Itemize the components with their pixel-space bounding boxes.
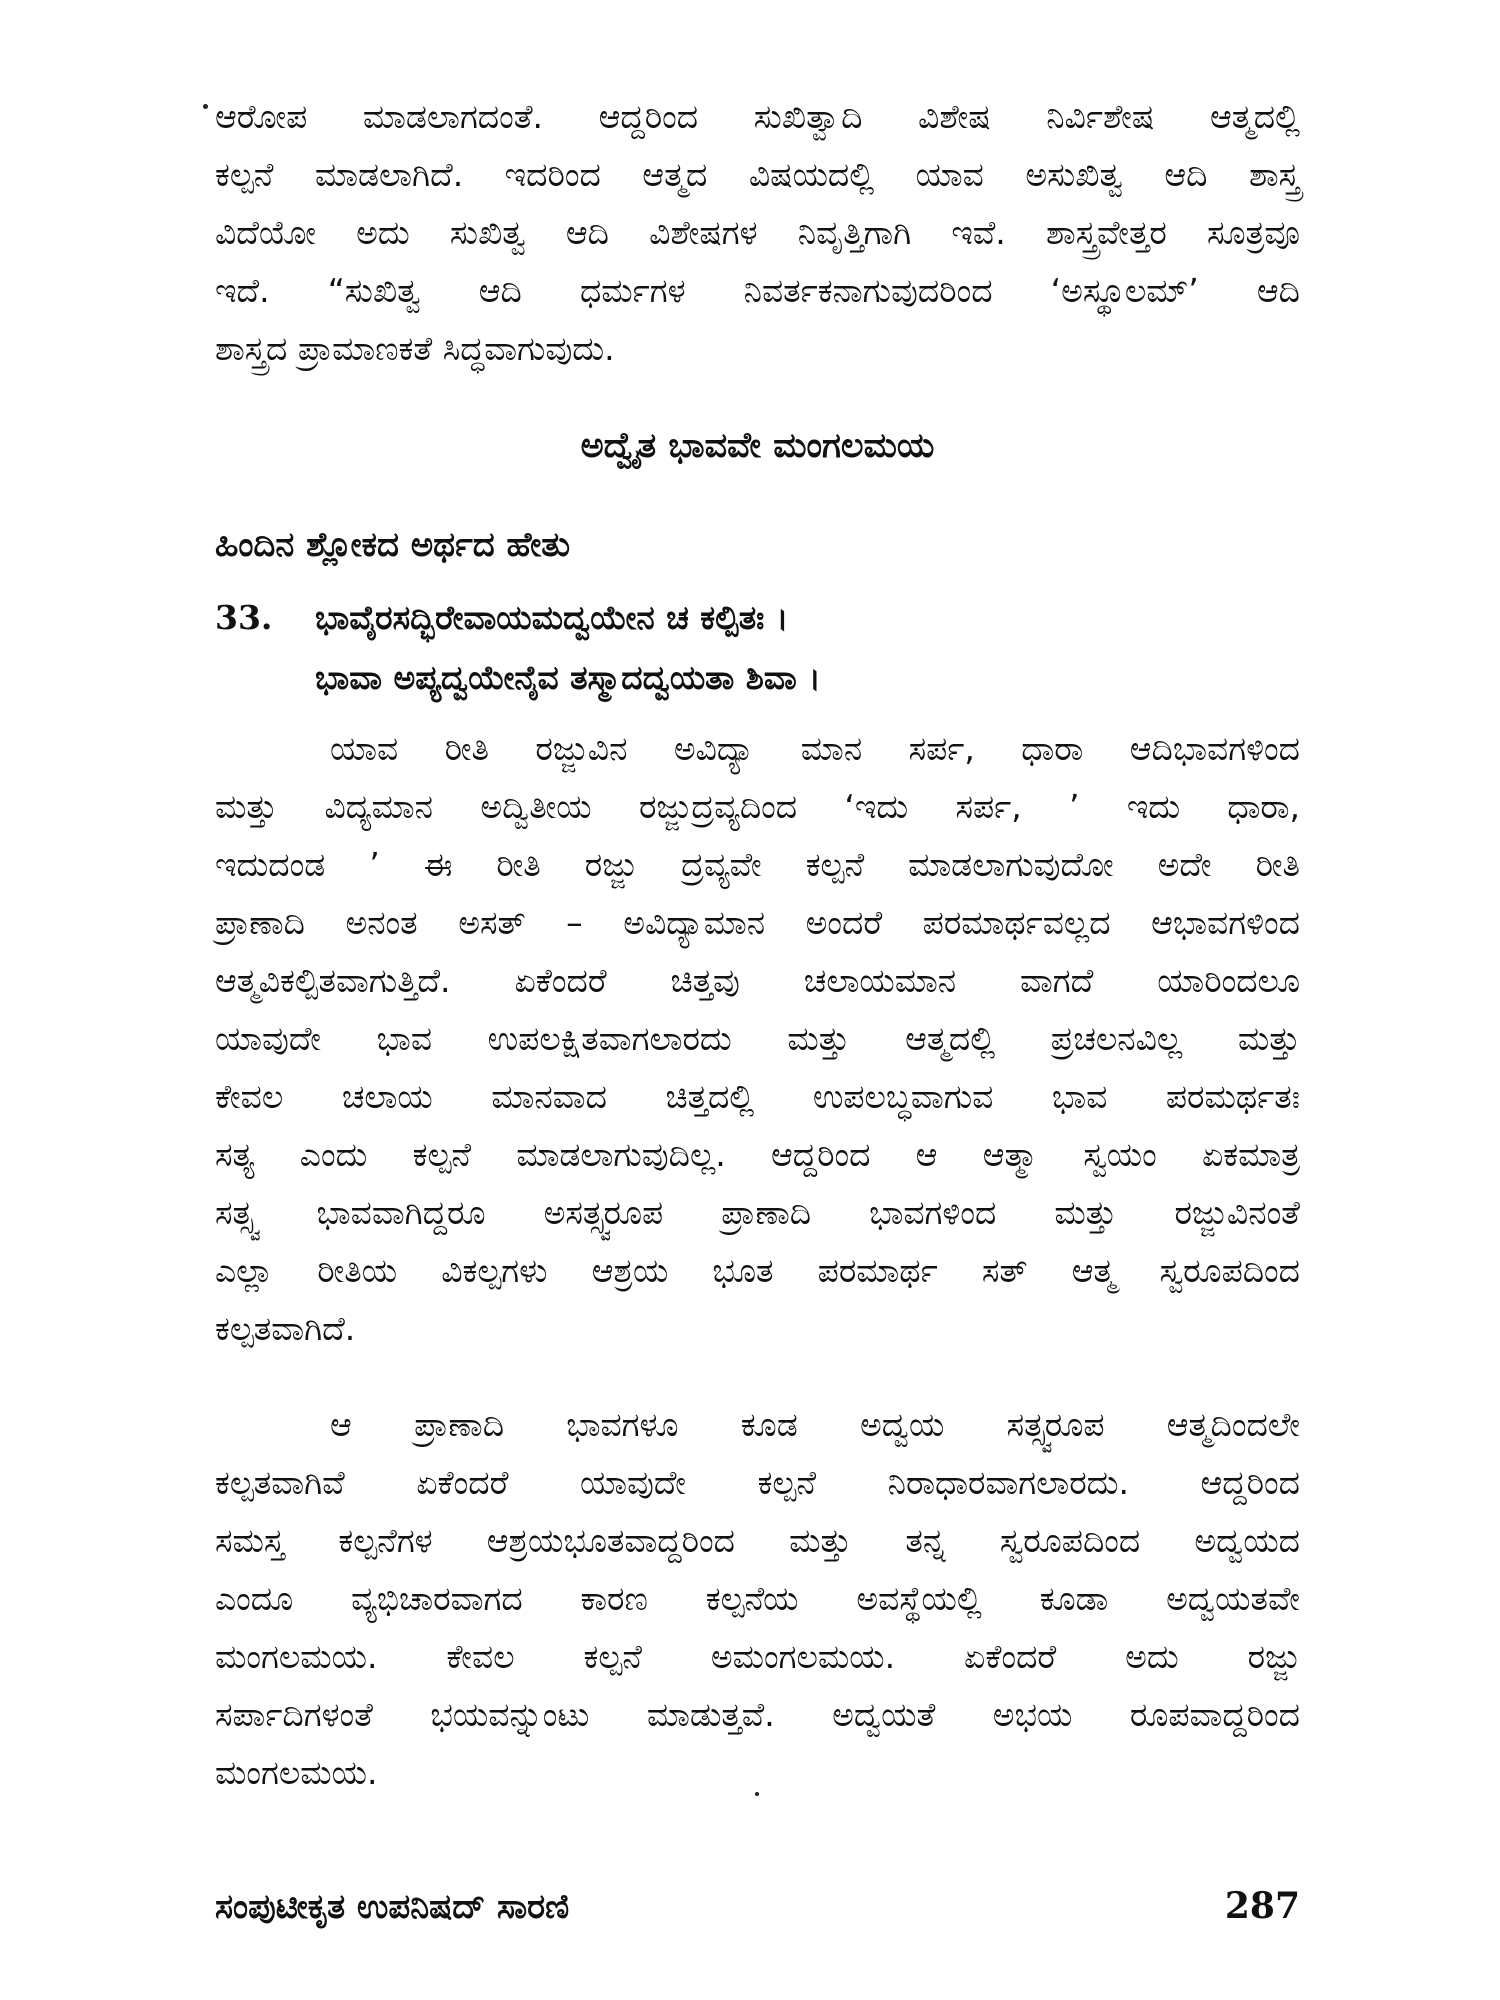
text-line: ಸತ್ಸ್ವ ಭಾವವಾಗಿದ್ದರೂ ಅಸತ್ಸ್ವರೂಪ ಪ್ರಾಣಾದಿ ಭಾವಗಳಿಂದ ಮತ್ತು ರಜ್ಜುವಿನಂತೆ <box>215 1193 1300 1232</box>
text-line: ಯಾವ ರೀತಿ ರಜ್ಜುವಿನ ಅವಿದ್ಯಾ ಮಾನ ಸರ್ಪ, ಧಾರಾ ಆದಿಭಾವಗಳಿಂದ <box>330 729 1300 768</box>
text-line: ಎಂದೂ ವ್ಯಭಿಚಾರವಾಗದ ಕಾರಣ ಕಲ್ಪನೆಯ ಅವಸ್ಥೆಯಲ್ಲಿ ಕೂಡಾ ಅದ್ವಯತವೇ <box>215 1579 1300 1618</box>
verse-number: 33. <box>215 598 273 637</box>
page-footer <box>215 1885 1300 1927</box>
text-line: ಇದುದಂಡ ’ ಈ ರೀತಿ ರಜ್ಜು ದ್ರವ್ಯವೇ ಕಲ್ಪನೆ ಮಾಡಲಾಗುವುದೋ ಅದೇ ರೀತಿ <box>215 845 1300 884</box>
text-line: ಆತ್ಮವಿಕಲ್ಪಿತವಾಗುತ್ತಿದೆ. ಏಕೆಂದರೆ ಚಿತ್ತವು ಚಲಾಯಮಾನ ವಾಗದೆ ಯಾರಿಂದಲೂ <box>215 961 1300 1000</box>
text-line: ಶಾಸ್ತ್ರದ ಪ್ರಾಮಾಣಕತೆ ಸಿದ್ಧವಾಗುವುದು. <box>215 329 615 368</box>
book-title: ಸಂಪುಟೀಕೃತ ಉಪನಿಷದ್ ಸಾರಣಿ <box>215 1887 570 1927</box>
text-line: ಇದೆ. “ಸುಖಿತ್ವ ಆದಿ ಧರ್ಮಗಳ ನಿವರ್ತಕನಾಗುವುದರಿಂದ ‘ಅಸ್ಥೂಲಮ್’ ಆದಿ <box>215 271 1300 310</box>
text-line: ಪ್ರಾಣಾದಿ ಅನಂತ ಅಸತ್ – ಅವಿದ್ಯಾಮಾನ ಅಂದರೆ ಪರಮಾರ್ಥವಲ್ಲದ ಆಭಾವಗಳಿಂದ <box>215 903 1300 942</box>
print-speck <box>203 104 208 109</box>
sub-heading: ಹಿಂದಿನ ಶ್ಲೋಕದ ಅರ್ಥದ ಹೇತು <box>215 525 571 565</box>
text-line: ಮಂಗಲಮಯ. <box>215 1753 378 1792</box>
text-line: ಯಾವುದೇ ಭಾವ ಉಪಲಕ್ಷಿತವಾಗಲಾರದು ಮತ್ತು ಆತ್ಮದಲ್ಲಿ ಪ್ರಚಲನವಿಲ್ಲ ಮತ್ತು <box>215 1019 1300 1058</box>
text-line: ವಿದೆಯೋ ಅದು ಸುಖಿತ್ವ ಆದಿ ವಿಶೇಷಗಳ ನಿವೃತ್ತಿಗಾಗಿ ಇವೆ. ಶಾಸ್ತ್ರವೇತ್ತರ ಸೂತ್ರವೂ <box>215 213 1300 252</box>
text-line: ಕಲ್ಪನೆ ಮಾಡಲಾಗಿದೆ. ಇದರಿಂದ ಆತ್ಮದ ವಿಷಯದಲ್ಲಿ ಯಾವ ಅಸುಖಿತ್ವ ಆದಿ ಶಾಸ್ತ್ರ <box>215 155 1300 194</box>
paragraph-2 <box>215 720 1300 1358</box>
text-line: ಸರ್ಪಾದಿಗಳಂತೆ ಭಯವನ್ನುಂಟು ಮಾಡುತ್ತವೆ. ಅದ್ವಯತೆ ಅಭಯ ರೂಪವಾದ್ದರಿಂದ <box>215 1695 1300 1734</box>
text-line: ಕಲ್ಪತವಾಗಿವೆ ಏಕೆಂದರೆ ಯಾವುದೇ ಕಲ್ಪನೆ ನಿರಾಧಾರವಾಗಲಾರದು. ಆದ್ದರಿಂದ <box>215 1463 1300 1502</box>
text-line: ಕಲ್ಪತವಾಗಿದೆ. <box>215 1309 356 1348</box>
section-heading: ಅದ್ವೈತ ಭಾವವೇ ಮಂಗಲಮಯ <box>580 426 935 466</box>
text-line: ಮತ್ತು ವಿದ್ಯಮಾನ ಅದ್ವಿತೀಯ ರಜ್ಜುದ್ರವ್ಯದಿಂದ ‘ಇದು ಸರ್ಪ, ’ ಇದು ಧಾರಾ, <box>215 787 1300 826</box>
spacer <box>215 1358 1300 1396</box>
page-content <box>215 88 1300 1802</box>
paragraph-3 <box>215 1396 1300 1802</box>
page-number: 287 <box>1224 1885 1300 1927</box>
text-line: ಕೇವಲ ಚಲಾಯ ಮಾನವಾದ ಚಿತ್ತದಲ್ಲಿ ಉಪಲಬ್ಧವಾಗುವ ಭಾವ ಪರಮರ್ಥತಃ <box>215 1077 1300 1116</box>
verse-line: ಭಾವಾ ಅಪ್ಯದ್ವಯೇನೈವ ತಸ್ಮಾದದ್ವಯತಾ ಶಿವಾ । <box>315 658 821 697</box>
text-line: ಆ ಪ್ರಾಣಾದಿ ಭಾವಗಳೂ ಕೂಡ ಅದ್ವಯ ಸತ್ಸ್ವರೂಪ ಆತ್ಮದಿಂದಲೇ <box>330 1405 1300 1444</box>
text-line: ಆರೋಪ ಮಾಡಲಾಗದಂತೆ. ಆದ್ದರಿಂದ ಸುಖಿತ್ವಾದಿ ವಿಶೇಷ ನಿರ್ವಿಶೇಷ ಆತ್ಮದಲ್ಲಿ <box>215 97 1300 136</box>
verse-lines <box>315 588 1300 708</box>
text-line: ಮಂಗಲಮಯ. ಕೇವಲ ಕಲ್ಪನೆ ಅಮಂಗಲಮಯ. ಏಕೆಂದರೆ ಅದು ರಜ್ಜು <box>215 1637 1300 1676</box>
text-line: ಸತ್ಯ ಎಂದು ಕಲ್ಪನೆ ಮಾಡಲಾಗುವುದಿಲ್ಲ. ಆದ್ದರಿಂದ ಆ ಆತ್ಮಾ ಸ್ವಯಂ ಏಕಮಾತ್ರ <box>215 1135 1300 1174</box>
text-line: ಎಲ್ಲಾ ರೀತಿಯ ವಿಕಲ್ಪಗಳು ಆಶ್ರಯ ಭೂತ ಪರಮಾರ್ಥ ಸತ್ ಆತ್ಮ ಸ್ವರೂಪದಿಂದ <box>215 1251 1300 1290</box>
paragraph-1 <box>215 88 1300 378</box>
verse-block <box>215 588 1300 708</box>
text-line: ಸಮಸ್ತ ಕಲ್ಪನೆಗಳ ಆಶ್ರಯಭೂತವಾದ್ದರಿಂದ ಮತ್ತು ತನ್ನ ಸ್ವರೂಪದಿಂದ ಅದ್ವಯದ <box>215 1521 1300 1560</box>
verse-line: ಭಾವೈರಸದ್ಭಿರೇವಾಯಮದ್ವಯೇನ ಚ ಕಲ್ಪಿತಃ । <box>315 598 789 637</box>
spacer <box>215 708 1300 720</box>
